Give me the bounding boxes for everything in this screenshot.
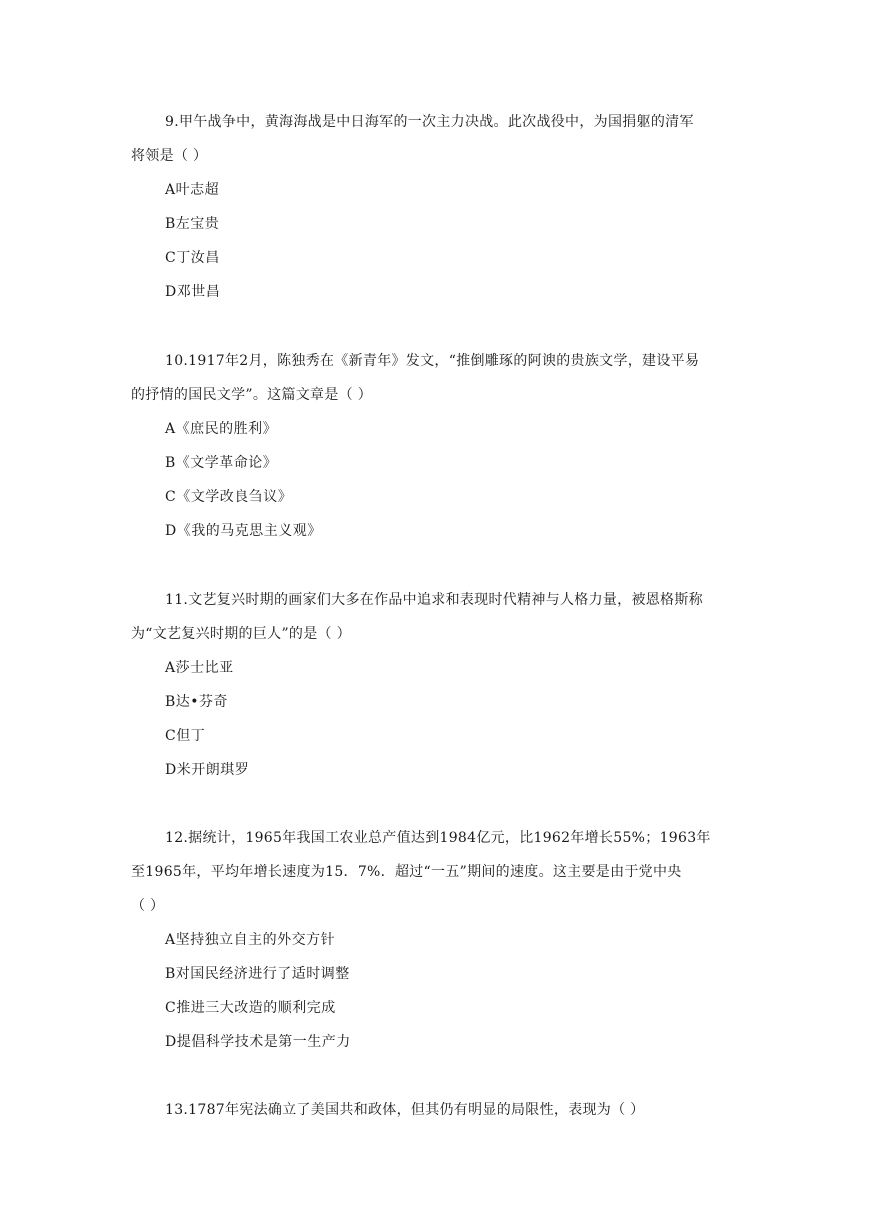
option-b: B对国民经济进行了适时调整 — [165, 966, 350, 982]
option-b: B《文学革命论》 — [165, 455, 278, 471]
question-stem-line: 为“文艺复兴时期的巨人”的是（ ） — [131, 626, 351, 642]
option-d: D《我的马克思主义观》 — [165, 523, 322, 539]
question-stem-line: 12.据统计，1965年我国工农业总产值达到1984亿元，比1962年增长55%；1963年 — [165, 830, 711, 846]
option-d: D邓世昌 — [165, 284, 221, 300]
option-c: C《文学改良刍议》 — [165, 489, 293, 505]
question-stem-line: 9.甲午战争中，黄海海战是中日海军的一次主力决战。此次战役中，为国捐躯的清军 — [165, 114, 694, 130]
question-stem-line: 10.1917年2月，陈独秀在《新青年》发文，“推倒雕琢的阿谀的贵族文学，建设平易 — [165, 353, 700, 369]
option-a: A叶志超 — [165, 182, 220, 198]
option-c: C推进三大改造的顺利完成 — [165, 1000, 336, 1016]
question-stem-line: 11.文艺复兴时期的画家们大多在作品中追求和表现时代精神与人格力量，被恩格斯称 — [165, 592, 703, 608]
question-stem-line: （ ） — [131, 898, 165, 914]
option-d: D提倡科学技术是第一生产力 — [165, 1034, 351, 1050]
option-b: B左宝贵 — [165, 216, 220, 232]
option-a: A莎士比亚 — [165, 660, 234, 676]
question-stem-line: 13.1787年宪法确立了美国共和政体，但其仍有明显的局限性，表现为（ ） — [165, 1102, 645, 1118]
question-stem-line: 将领是（ ） — [131, 148, 208, 164]
option-c: C但丁 — [165, 728, 206, 744]
option-a: A坚持独立自主的外交方针 — [165, 932, 336, 948]
question-stem-line: 至1965年，平均年增长速度为15．7%．超过“一五”期间的速度。这主要是由于党中央 — [131, 864, 682, 880]
option-c: C丁汝昌 — [165, 250, 220, 266]
option-b: B达•芬奇 — [165, 694, 229, 710]
option-a: A《庶民的胜利》 — [165, 421, 278, 437]
option-d: D米开朗琪罗 — [165, 762, 250, 778]
question-stem-line: 的抒情的国民文学”。这篇文章是（ ） — [131, 387, 373, 403]
